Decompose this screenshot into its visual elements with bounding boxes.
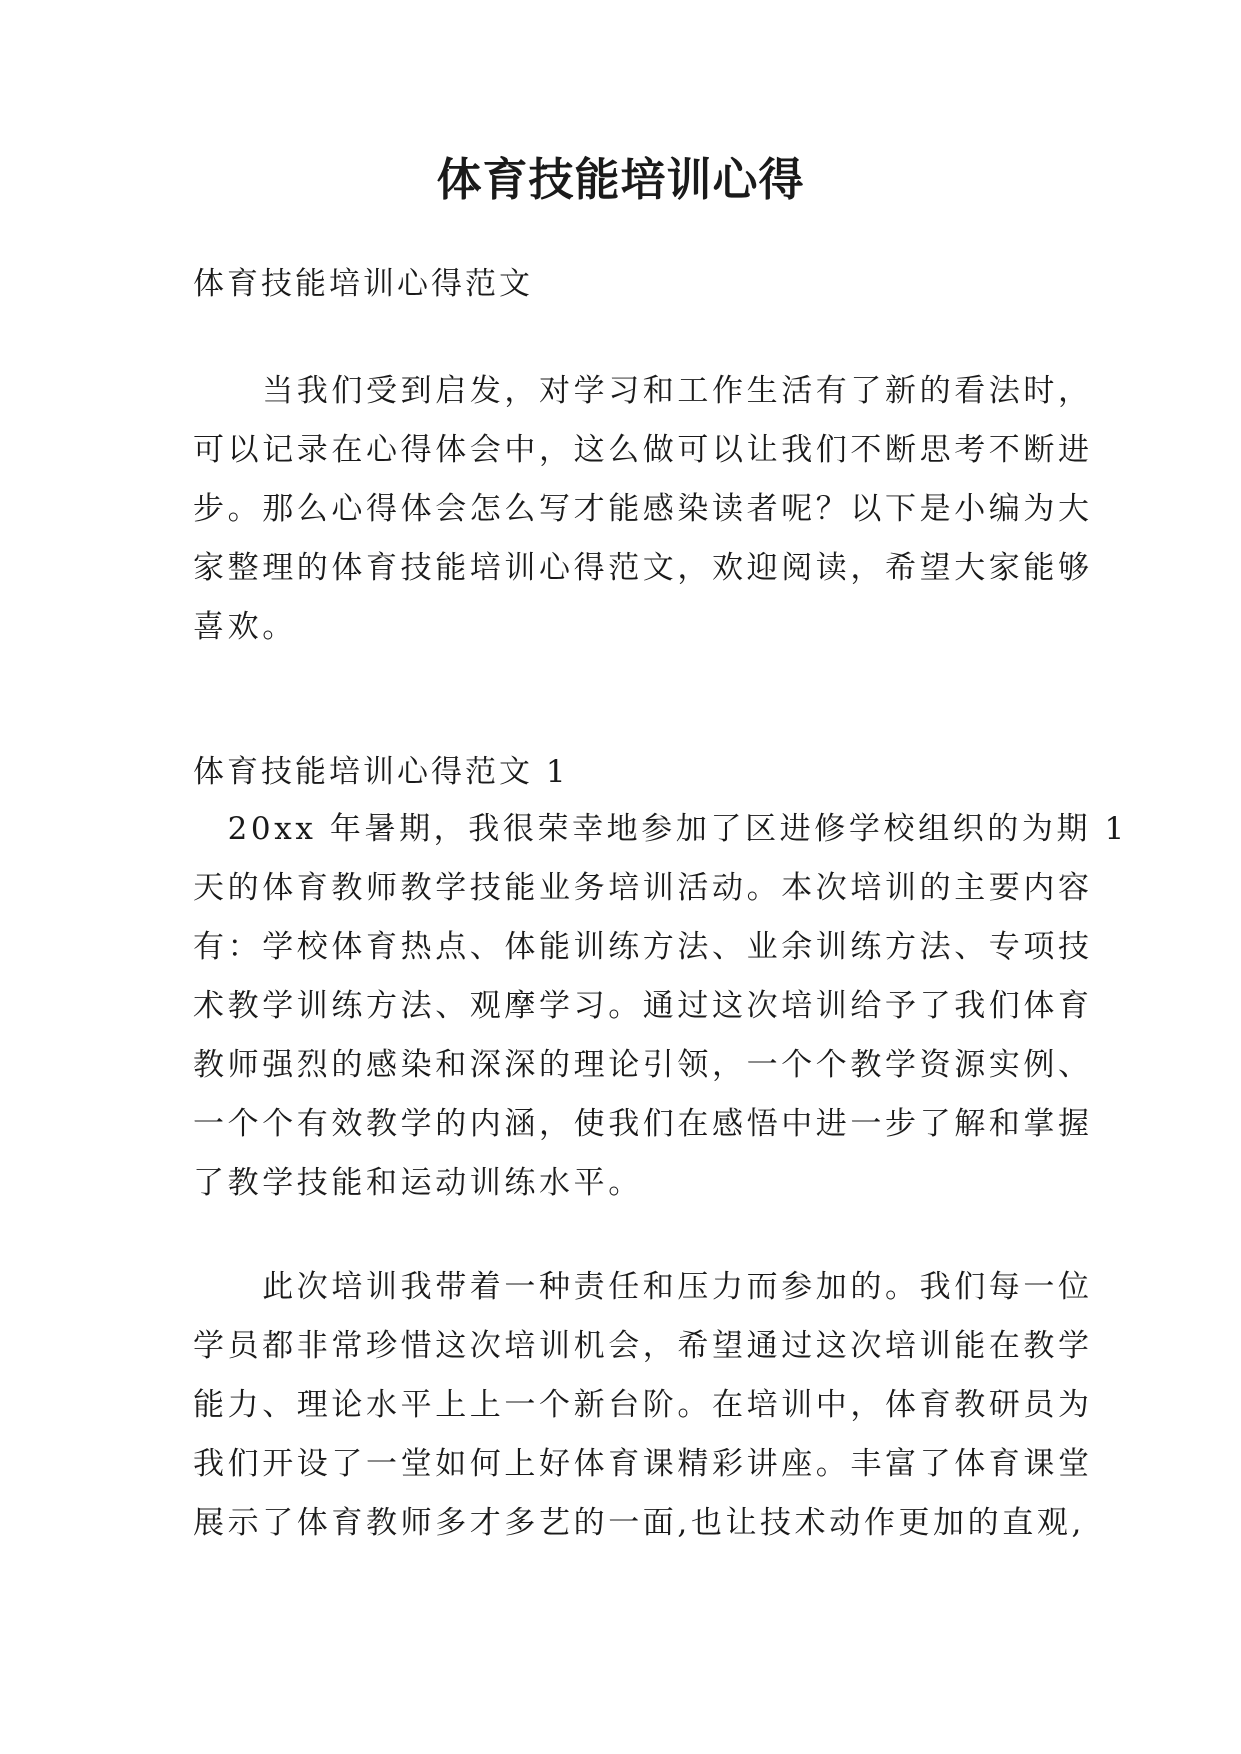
- intro-line: 步。那么心得体会怎么写才能感染读者呢？以下是小编为大: [193, 491, 1093, 527]
- body-line: 教师强烈的感染和深深的理论引领，一个个教学资源实例、: [193, 1047, 1093, 1083]
- intro-line: 家整理的体育技能培训心得范文，欢迎阅读，希望大家能够: [193, 550, 1093, 586]
- intro-line: 喜欢。: [193, 609, 297, 645]
- intro-line: 当我们受到启发，对学习和工作生活有了新的看法时，: [193, 373, 1093, 409]
- body-line: 一个个有效教学的内涵，使我们在感悟中进一步了解和掌握: [193, 1106, 1093, 1142]
- section-heading: 体育技能培训心得范文 1: [193, 754, 569, 790]
- body-line: 展示了体育教师多才多艺的一面,也让技术动作更加的直观,: [193, 1505, 1085, 1541]
- document-title: 体育技能培训心得: [436, 153, 805, 206]
- body-line: 此次培训我带着一种责任和压力而参加的。我们每一位: [193, 1269, 1093, 1305]
- body-line: 术教学训练方法、观摩学习。通过这次培训给予了我们体育: [193, 988, 1093, 1024]
- body-line: 20xx 年暑期，我很荣幸地参加了区进修学校组织的为期 1: [193, 811, 1128, 847]
- document-subtitle: 体育技能培训心得范文: [193, 266, 533, 302]
- body-line: 天的体育教师教学技能业务培训活动。本次培训的主要内容: [193, 870, 1093, 906]
- body-line: 有：学校体育热点、体能训练方法、业余训练方法、专项技: [193, 929, 1093, 965]
- body-line: 学员都非常珍惜这次培训机会，希望通过这次培训能在教学: [193, 1328, 1093, 1364]
- intro-line: 可以记录在心得体会中，这么做可以让我们不断思考不断进: [193, 432, 1093, 468]
- body-line: 我们开设了一堂如何上好体育课精彩讲座。丰富了体育课堂: [193, 1446, 1093, 1482]
- intro-paragraph: [193, 362, 1093, 657]
- body-line: 能力、理论水平上上一个新台阶。在培训中，体育教研员为: [193, 1387, 1093, 1423]
- body-line: 了教学技能和运动训练水平。: [193, 1165, 643, 1201]
- section1-paragraph-1: [193, 800, 1128, 1213]
- section1-paragraph-2: [193, 1258, 1093, 1553]
